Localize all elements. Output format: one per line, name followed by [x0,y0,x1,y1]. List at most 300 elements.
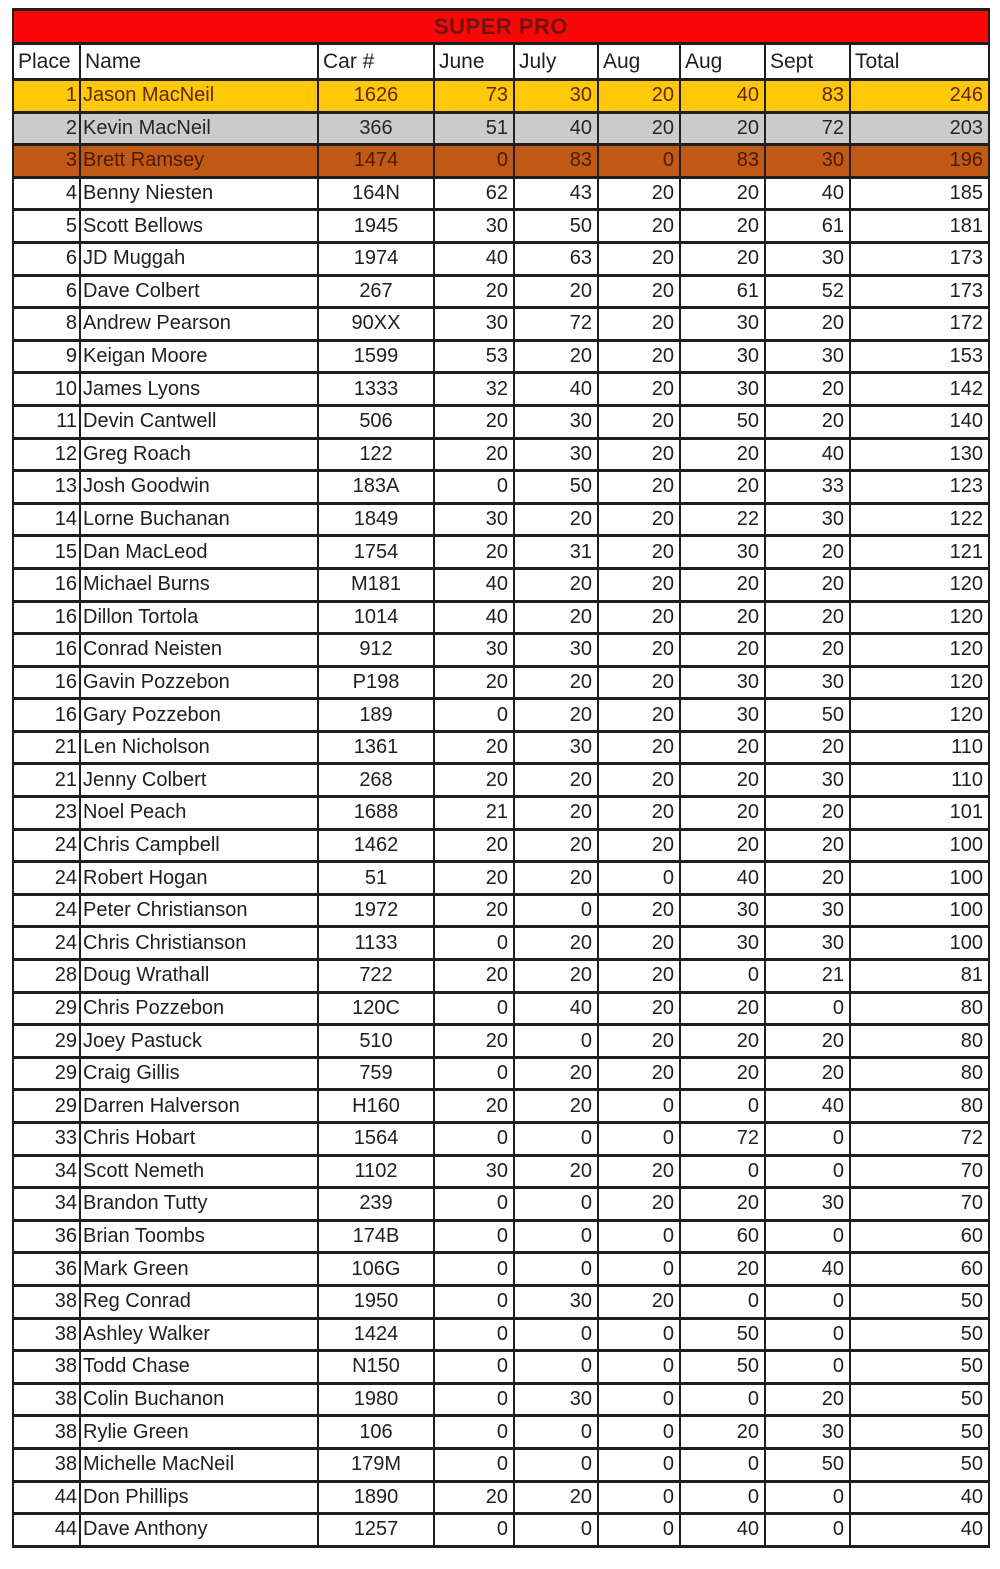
aug-cell: 20 [598,80,680,113]
total-cell: 153 [850,340,989,373]
july-cell: 0 [514,894,598,927]
aug2-cell: 20 [680,112,765,145]
name-cell: Noel Peach [80,797,318,830]
table-title: SUPER PRO [13,10,989,44]
total-cell: 203 [850,112,989,145]
column-header-place: Place [13,44,80,80]
aug2-cell: 20 [680,1025,765,1058]
june-cell: 30 [434,634,514,667]
june-cell: 0 [434,1514,514,1547]
june-cell: 0 [434,1383,514,1416]
car-number-cell: 1599 [318,340,434,373]
place-cell: 38 [13,1448,80,1481]
place-cell: 8 [13,308,80,341]
june-cell: 0 [434,1057,514,1090]
june-cell: 0 [434,145,514,178]
column-header-name: Name [80,44,318,80]
table-row [13,275,989,308]
june-cell: 20 [434,275,514,308]
table-row [13,1318,989,1351]
car-number-cell: P198 [318,666,434,699]
aug-cell: 20 [598,275,680,308]
sept-cell: 20 [765,536,850,569]
table-row [13,438,989,471]
place-cell: 38 [13,1416,80,1449]
car-number-cell: 1474 [318,145,434,178]
june-cell: 0 [434,699,514,732]
july-cell: 20 [514,1155,598,1188]
place-cell: 16 [13,634,80,667]
car-number-cell: 1980 [318,1383,434,1416]
total-cell: 110 [850,764,989,797]
june-cell: 0 [434,927,514,960]
aug-cell: 0 [598,1416,680,1449]
june-cell: 0 [434,992,514,1025]
aug-cell: 20 [598,699,680,732]
aug-cell: 0 [598,1220,680,1253]
total-cell: 40 [850,1514,989,1547]
car-number-cell: 1950 [318,1285,434,1318]
aug2-cell: 30 [680,927,765,960]
july-cell: 0 [514,1253,598,1286]
total-cell: 120 [850,634,989,667]
total-cell: 196 [850,145,989,178]
place-cell: 16 [13,666,80,699]
car-number-cell: 506 [318,405,434,438]
name-cell: Gavin Pozzebon [80,666,318,699]
june-cell: 20 [434,894,514,927]
july-cell: 20 [514,927,598,960]
july-cell: 20 [514,568,598,601]
total-cell: 120 [850,568,989,601]
total-cell: 110 [850,731,989,764]
june-cell: 53 [434,340,514,373]
car-number-cell: 267 [318,275,434,308]
sept-cell: 20 [765,731,850,764]
total-cell: 50 [850,1448,989,1481]
name-cell: Don Phillips [80,1481,318,1514]
july-cell: 30 [514,1285,598,1318]
total-cell: 100 [850,927,989,960]
total-cell: 140 [850,405,989,438]
aug-cell: 20 [598,210,680,243]
name-cell: Dan MacLeod [80,536,318,569]
table-row [13,242,989,275]
total-cell: 120 [850,601,989,634]
name-cell: Peter Christianson [80,894,318,927]
table-row [13,340,989,373]
aug-cell: 20 [598,894,680,927]
total-cell: 173 [850,275,989,308]
aug-cell: 20 [598,960,680,993]
name-cell: James Lyons [80,373,318,406]
total-cell: 122 [850,503,989,536]
aug-cell: 20 [598,242,680,275]
aug2-cell: 83 [680,145,765,178]
aug-cell: 0 [598,1123,680,1156]
aug2-cell: 20 [680,1057,765,1090]
place-cell: 14 [13,503,80,536]
place-cell: 11 [13,405,80,438]
name-cell: Craig Gillis [80,1057,318,1090]
total-cell: 70 [850,1188,989,1221]
aug-cell: 20 [598,536,680,569]
aug2-cell: 22 [680,503,765,536]
car-number-cell: 1333 [318,373,434,406]
sept-cell: 0 [765,1351,850,1384]
header-row [13,44,989,80]
name-cell: Darren Halverson [80,1090,318,1123]
name-cell: Brandon Tutty [80,1188,318,1221]
sept-cell: 0 [765,1481,850,1514]
name-cell: Len Nicholson [80,731,318,764]
name-cell: Greg Roach [80,438,318,471]
total-cell: 60 [850,1253,989,1286]
total-cell: 50 [850,1416,989,1449]
june-cell: 51 [434,112,514,145]
june-cell: 40 [434,601,514,634]
total-cell: 50 [850,1285,989,1318]
aug2-cell: 40 [680,1514,765,1547]
july-cell: 50 [514,210,598,243]
name-cell: Doug Wrathall [80,960,318,993]
car-number-cell: 1974 [318,242,434,275]
aug-cell: 20 [598,373,680,406]
sept-cell: 40 [765,1253,850,1286]
aug2-cell: 20 [680,438,765,471]
table-row [13,1123,989,1156]
place-cell: 24 [13,862,80,895]
name-cell: Jason MacNeil [80,80,318,113]
aug-cell: 0 [598,1448,680,1481]
june-cell: 0 [434,1220,514,1253]
place-cell: 38 [13,1383,80,1416]
car-number-cell: 1361 [318,731,434,764]
aug-cell: 0 [598,1253,680,1286]
place-cell: 15 [13,536,80,569]
aug-cell: 20 [598,1155,680,1188]
july-cell: 30 [514,405,598,438]
place-cell: 1 [13,80,80,113]
sept-cell: 20 [765,568,850,601]
aug-cell: 20 [598,666,680,699]
sept-cell: 72 [765,112,850,145]
table-row [13,1514,989,1547]
june-cell: 73 [434,80,514,113]
table-row [13,373,989,406]
name-cell: Rylie Green [80,1416,318,1449]
name-cell: Chris Hobart [80,1123,318,1156]
july-cell: 72 [514,308,598,341]
car-number-cell: 1257 [318,1514,434,1547]
july-cell: 20 [514,601,598,634]
car-number-cell: 122 [318,438,434,471]
july-cell: 31 [514,536,598,569]
aug2-cell: 50 [680,1351,765,1384]
column-header-aug2: Aug [680,44,765,80]
name-cell: Gary Pozzebon [80,699,318,732]
name-cell: Reg Conrad [80,1285,318,1318]
place-cell: 36 [13,1220,80,1253]
table-row [13,80,989,113]
sept-cell: 40 [765,177,850,210]
car-number-cell: 1945 [318,210,434,243]
aug-cell: 0 [598,1351,680,1384]
july-cell: 0 [514,1220,598,1253]
june-cell: 20 [434,1481,514,1514]
car-number-cell: 239 [318,1188,434,1221]
place-cell: 29 [13,992,80,1025]
total-cell: 81 [850,960,989,993]
sept-cell: 0 [765,992,850,1025]
july-cell: 30 [514,438,598,471]
place-cell: 4 [13,177,80,210]
total-cell: 50 [850,1318,989,1351]
column-header-sept: Sept [765,44,850,80]
car-number-cell: 1424 [318,1318,434,1351]
aug2-cell: 20 [680,177,765,210]
table-row [13,1188,989,1221]
june-cell: 20 [434,731,514,764]
table-row [13,1057,989,1090]
place-cell: 24 [13,894,80,927]
total-cell: 121 [850,536,989,569]
name-cell: Chris Pozzebon [80,992,318,1025]
aug2-cell: 40 [680,80,765,113]
sept-cell: 0 [765,1318,850,1351]
june-cell: 0 [434,1448,514,1481]
july-cell: 0 [514,1351,598,1384]
june-cell: 0 [434,1123,514,1156]
place-cell: 21 [13,731,80,764]
place-cell: 6 [13,242,80,275]
car-number-cell: 90XX [318,308,434,341]
aug-cell: 20 [598,731,680,764]
column-header-car-number: Car # [318,44,434,80]
name-cell: Brett Ramsey [80,145,318,178]
table-row [13,764,989,797]
total-cell: 185 [850,177,989,210]
aug-cell: 0 [598,1383,680,1416]
aug-cell: 0 [598,1514,680,1547]
sept-cell: 40 [765,438,850,471]
total-cell: 123 [850,471,989,504]
june-cell: 0 [434,1253,514,1286]
place-cell: 28 [13,960,80,993]
aug2-cell: 0 [680,1448,765,1481]
name-cell: Chris Campbell [80,829,318,862]
car-number-cell: 1102 [318,1155,434,1188]
aug-cell: 20 [598,764,680,797]
july-cell: 20 [514,1090,598,1123]
table-row [13,1285,989,1318]
july-cell: 20 [514,340,598,373]
car-number-cell: 189 [318,699,434,732]
sept-cell: 20 [765,1383,850,1416]
june-cell: 20 [434,438,514,471]
july-cell: 20 [514,699,598,732]
aug-cell: 20 [598,1025,680,1058]
sept-cell: 52 [765,275,850,308]
aug-cell: 0 [598,1090,680,1123]
sept-cell: 30 [765,340,850,373]
aug-cell: 20 [598,503,680,536]
sept-cell: 30 [765,666,850,699]
table-row [13,894,989,927]
aug2-cell: 30 [680,699,765,732]
column-header-total: Total [850,44,989,80]
june-cell: 0 [434,1285,514,1318]
sept-cell: 20 [765,405,850,438]
place-cell: 33 [13,1123,80,1156]
july-cell: 30 [514,731,598,764]
june-cell: 32 [434,373,514,406]
name-cell: Chris Christianson [80,927,318,960]
place-cell: 24 [13,829,80,862]
sept-cell: 0 [765,1514,850,1547]
aug-cell: 20 [598,405,680,438]
total-cell: 181 [850,210,989,243]
aug2-cell: 61 [680,275,765,308]
aug2-cell: 0 [680,960,765,993]
aug-cell: 20 [598,601,680,634]
july-cell: 83 [514,145,598,178]
table-row [13,699,989,732]
table-row [13,1351,989,1384]
table-row [13,992,989,1025]
table-row [13,601,989,634]
total-cell: 100 [850,829,989,862]
car-number-cell: 179M [318,1448,434,1481]
sept-cell: 40 [765,1090,850,1123]
aug-cell: 20 [598,829,680,862]
june-cell: 20 [434,829,514,862]
name-cell: Scott Nemeth [80,1155,318,1188]
total-cell: 80 [850,992,989,1025]
name-cell: Devin Cantwell [80,405,318,438]
aug2-cell: 20 [680,731,765,764]
aug2-cell: 30 [680,340,765,373]
name-cell: Lorne Buchanan [80,503,318,536]
july-cell: 20 [514,829,598,862]
aug-cell: 0 [598,145,680,178]
july-cell: 0 [514,1448,598,1481]
place-cell: 38 [13,1351,80,1384]
july-cell: 0 [514,1188,598,1221]
june-cell: 20 [434,960,514,993]
total-cell: 50 [850,1383,989,1416]
table-row [13,829,989,862]
aug2-cell: 30 [680,536,765,569]
aug2-cell: 20 [680,601,765,634]
table-row [13,210,989,243]
name-cell: Josh Goodwin [80,471,318,504]
place-cell: 36 [13,1253,80,1286]
car-number-cell: 1564 [318,1123,434,1156]
place-cell: 24 [13,927,80,960]
sept-cell: 0 [765,1155,850,1188]
total-cell: 80 [850,1090,989,1123]
june-cell: 20 [434,405,514,438]
table-row [13,145,989,178]
table-row [13,731,989,764]
sept-cell: 0 [765,1220,850,1253]
car-number-cell: 1688 [318,797,434,830]
name-cell: JD Muggah [80,242,318,275]
sept-cell: 83 [765,80,850,113]
place-cell: 29 [13,1057,80,1090]
car-number-cell: 120C [318,992,434,1025]
aug2-cell: 0 [680,1090,765,1123]
june-cell: 20 [434,1090,514,1123]
july-cell: 30 [514,634,598,667]
results-table [12,8,990,1548]
sept-cell: 61 [765,210,850,243]
column-header-aug: Aug [598,44,680,80]
name-cell: Dave Colbert [80,275,318,308]
place-cell: 44 [13,1514,80,1547]
car-number-cell: 1754 [318,536,434,569]
place-cell: 9 [13,340,80,373]
place-cell: 38 [13,1318,80,1351]
july-cell: 50 [514,471,598,504]
name-cell: Joey Pastuck [80,1025,318,1058]
table-row [13,308,989,341]
aug2-cell: 30 [680,666,765,699]
sept-cell: 30 [765,242,850,275]
july-cell: 0 [514,1514,598,1547]
june-cell: 20 [434,1025,514,1058]
total-cell: 50 [850,1351,989,1384]
aug2-cell: 0 [680,1285,765,1318]
july-cell: 63 [514,242,598,275]
june-cell: 40 [434,568,514,601]
aug2-cell: 0 [680,1383,765,1416]
name-cell: Michelle MacNeil [80,1448,318,1481]
aug2-cell: 20 [680,829,765,862]
total-cell: 80 [850,1057,989,1090]
table-row [13,666,989,699]
name-cell: Conrad Neisten [80,634,318,667]
aug-cell: 20 [598,992,680,1025]
car-number-cell: 510 [318,1025,434,1058]
table-row [13,960,989,993]
june-cell: 20 [434,536,514,569]
sept-cell: 30 [765,1416,850,1449]
table-row [13,797,989,830]
aug2-cell: 20 [680,210,765,243]
july-cell: 40 [514,112,598,145]
sept-cell: 20 [765,862,850,895]
aug-cell: 20 [598,438,680,471]
car-number-cell: 1014 [318,601,434,634]
aug-cell: 20 [598,177,680,210]
aug2-cell: 30 [680,894,765,927]
place-cell: 16 [13,568,80,601]
name-cell: Andrew Pearson [80,308,318,341]
place-cell: 29 [13,1025,80,1058]
july-cell: 0 [514,1123,598,1156]
total-cell: 70 [850,1155,989,1188]
title-row [13,10,989,44]
july-cell: 43 [514,177,598,210]
june-cell: 30 [434,1155,514,1188]
sept-cell: 20 [765,1025,850,1058]
total-cell: 120 [850,699,989,732]
car-number-cell: 759 [318,1057,434,1090]
name-cell: Dillon Tortola [80,601,318,634]
car-number-cell: 268 [318,764,434,797]
